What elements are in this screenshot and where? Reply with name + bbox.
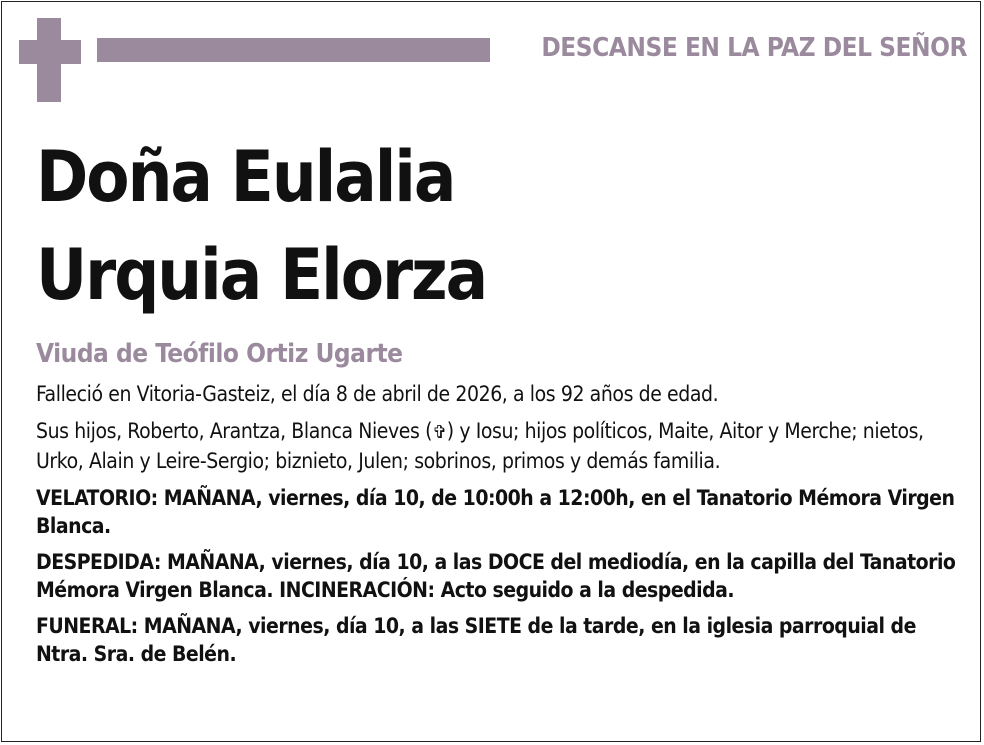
- family-text-before: Sus hijos, Roberto, Arantza, Blanca Nieves (: [36, 419, 433, 443]
- notice-body: [36, 380, 956, 676]
- name-line-1: Doña Eulalia: [36, 136, 455, 218]
- funeral-info: FUNERAL: MAÑANA, viernes, día 10, a las SIETE de la tarde, en la iglesia parroquial de Ntra. Sra. de Belén.: [36, 614, 916, 666]
- family-paragraph: [36, 417, 956, 475]
- velatorio-info: VELATORIO: MAÑANA, viernes, día 10, de 10:00h a 12:00h, en el Tanatorio Mémora Virgen Blanca.: [36, 486, 955, 538]
- cross-icon: [19, 18, 81, 102]
- widow-subtitle: Viuda de Teófilo Ortiz Ugarte: [36, 339, 403, 369]
- small-cross-icon: ✞: [432, 422, 447, 443]
- despedida-info: DESPEDIDA: MAÑANA, viernes, día 10, a las DOCE del mediodía, en la capilla del Tanatorio Mémora Virgen Blanca. INCINERACIÓN: Acto seguido a la despedida.: [36, 550, 956, 602]
- deceased-name: [36, 128, 486, 324]
- header-title: DESCANSE EN LA PAZ DEL SEÑOR: [541, 33, 967, 63]
- header-bar: [97, 38, 490, 62]
- death-notice: Falleció en Vitoria-Gasteiz, el día 8 de abril de 2026, a los 92 años de edad.: [36, 382, 719, 406]
- name-line-2: Urquia Elorza: [36, 234, 487, 316]
- family-text-after: ) y Iosu; hijos políticos, Maite, Aitor y Merche; nietos, Urko, Alain y Leire-Sergio; biznieto, Julen; sobrinos, primos y demás familia.: [36, 419, 924, 473]
